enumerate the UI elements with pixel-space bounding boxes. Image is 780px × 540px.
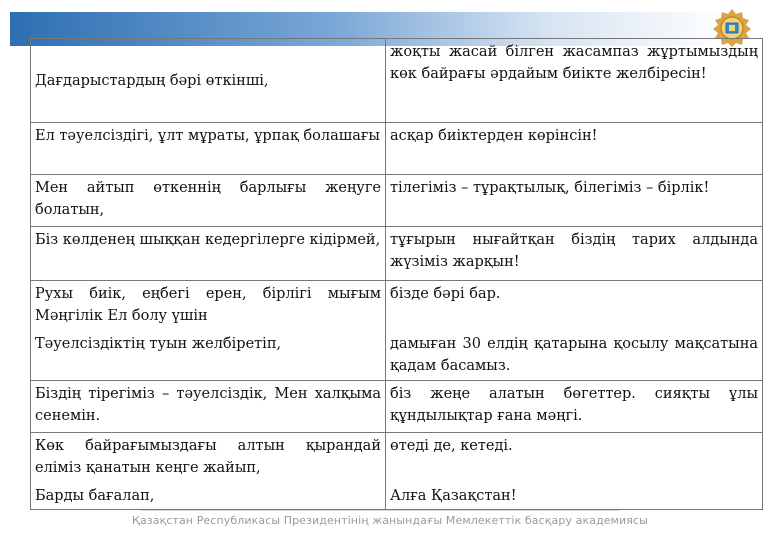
row-1-left: Дағдарыстардың бәрі өткінші, xyxy=(31,39,386,123)
table-row xyxy=(31,281,763,331)
text-table xyxy=(30,38,758,510)
table-row xyxy=(31,381,763,433)
table-row xyxy=(31,39,763,123)
row-9-right: Алға Қазақстан! xyxy=(386,483,763,510)
row-6-left: Тәуелсіздіктің туын желбіретіп, xyxy=(31,331,386,381)
row-5-left: Рухы биік, еңбегі ерен, бірлігі мығым Мәңгілік Ел болу үшін xyxy=(31,281,386,331)
row-9-left: Барды бағалап, xyxy=(31,483,386,510)
row-4-left: Біз көлденең шыққан кедергілерге кідірмей, xyxy=(31,227,386,281)
row-5-right: бізде бәрі бар. xyxy=(386,281,763,331)
footer-text: Қазақстан Республикасы Президентінің жанындағы Мемлекеттік басқару академиясы xyxy=(132,514,648,527)
row-8-left: Көк байрағымыздағы алтын қырандай еліміз қанатын кеңге жайып, xyxy=(31,433,386,483)
row-7-right: біз жеңе алатын бөгеттер. сияқты ұлы құндылықтар ғана мәңгі. xyxy=(386,381,763,433)
table-row xyxy=(31,175,763,227)
row-3-left: Мен айтып өткеннің барлығы жеңуге болатын, xyxy=(31,175,386,227)
row-8-right: өтеді де, кетеді. xyxy=(386,433,763,483)
footer-divider xyxy=(140,510,620,511)
row-2-left: Ел тәуелсіздігі, ұлт мұраты, ұрпақ болашағы xyxy=(31,123,386,175)
row-2-right: асқар биіктерден көрінсін! xyxy=(386,123,763,175)
table-row xyxy=(31,483,763,510)
row-7-left: Біздің тірегіміз – тәуелсіздік, Мен халқыма сенемін. xyxy=(31,381,386,433)
row-1-right: жоқты жасай білген жасампаз жұртымыздың көк байрағы әрдайым биікте желбіресін! xyxy=(386,39,763,123)
row-6-right: дамыған 30 елдің қатарына қосылу мақсатына қадам басамыз. xyxy=(386,331,763,381)
table-row xyxy=(31,227,763,281)
row-3-right: тілегіміз – тұрақтылық, білегіміз – бірлік! xyxy=(386,175,763,227)
table-row xyxy=(31,123,763,175)
table-row xyxy=(31,331,763,381)
table-row xyxy=(31,433,763,483)
row-4-right: тұғырын нығайтқан біздің тарих алдында жүзіміз жарқын! xyxy=(386,227,763,281)
